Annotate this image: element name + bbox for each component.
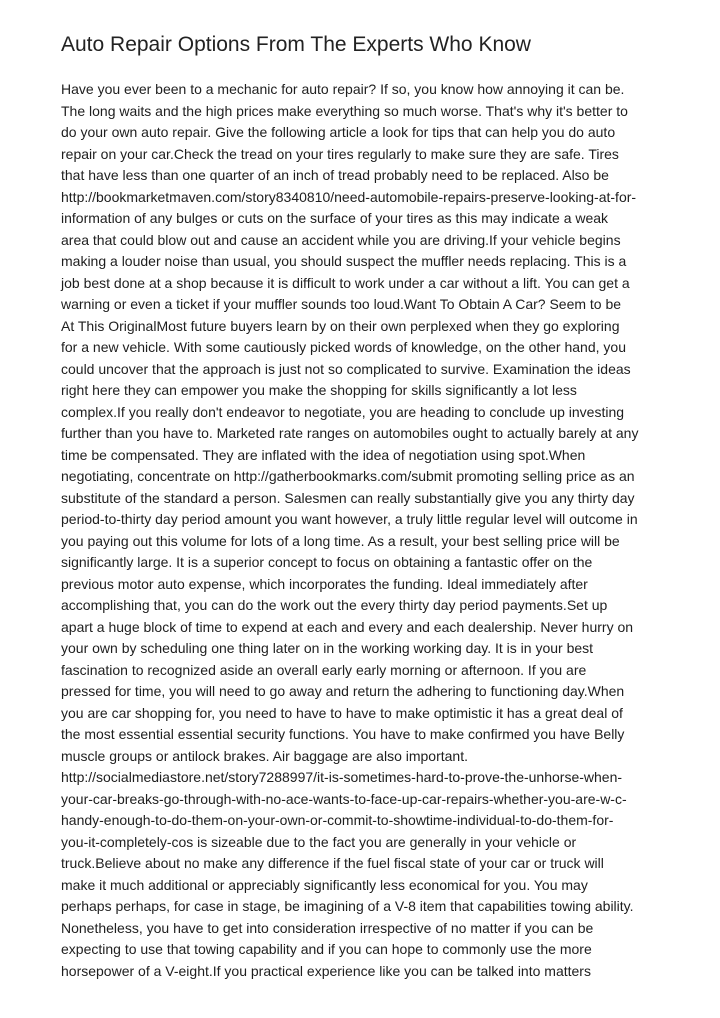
text-line: further than you have to. Marketed rate ranges on automobiles ought to actually barely at any bbox=[61, 425, 639, 441]
text-line: pressed for time, you will need to go away and return the adhering to functioning day.When bbox=[61, 683, 625, 699]
text-line: previous motor auto expense, which incorporates the funding. Ideal immediately after bbox=[61, 575, 588, 592]
text-line: repair on your car.Check the tread on your tires regularly to make sure they are safe. Tires bbox=[61, 145, 619, 162]
text-line: making a louder noise than usual, you should suspect the muffler needs replacing. This is a bbox=[61, 253, 627, 269]
text-line: that have less than one quarter of an inch of tread probably need to be replaced. Also be bbox=[61, 167, 609, 183]
text-line: do your own auto repair. Give the following article a look for tips that can help you do auto bbox=[61, 124, 616, 140]
text-line: warning or even a ticket if your muffler sounds too loud.Want To Obtain A Car? Seem to be bbox=[61, 296, 622, 312]
text-line: Nonetheless, you have to get into consideration irrespective of no matter if you can be bbox=[61, 919, 594, 936]
article-body bbox=[61, 79, 681, 982]
text-line: time be compensated. They are inflated with the idea of negotiation using spot.When bbox=[61, 446, 586, 463]
text-line: right here they can empower you make the shopping for skills significantly a lot less bbox=[61, 382, 577, 398]
text-line: Have you ever been to a mechanic for auto repair? If so, you know how annoying it can be. bbox=[61, 81, 625, 97]
page-title: Auto Repair Options From The Experts Who Know bbox=[61, 33, 531, 56]
text-line: handy-enough-to-do-them-on-your-own-or-commit-to-showtime-individual-to-do-them-for- bbox=[61, 812, 614, 828]
text-line: apart a huge block of time to expend at each and every and each dealership. Never hurry on bbox=[61, 618, 634, 635]
text-line: the most essential essential security functions. You have to make confirmed you have Belly bbox=[61, 726, 625, 742]
text-line: http://socialmediastore.net/story7288997/it-is-sometimes-hard-to-prove-the-unhorse-when- bbox=[61, 769, 623, 785]
text-line: accomplishing that, you can do the work out the every thirty day period payments.Set up bbox=[61, 597, 608, 613]
text-line: perhaps perhaps, for case in stage, be imagining of a V-8 item that capabilities towing ability. bbox=[61, 898, 634, 914]
text-line: you-it-completely-cos is sizeable due to the fact you are generally in your vehicle or bbox=[61, 833, 577, 850]
text-line: information of any bulges or cuts on the surface of your tires as this may indicate a weak bbox=[61, 210, 609, 226]
text-line: your own by scheduling one thing later on in the working working day. It is in your best bbox=[61, 640, 594, 656]
text-line: period-to-thirty day period amount you want however, a truly little regular level will outcome in bbox=[61, 511, 638, 527]
text-line: negotiating, concentrate on http://gatherbookmarks.com/submit promoting selling price as an bbox=[61, 468, 635, 484]
text-line: job best done at a shop because it is difficult to work under a car without a lift. You can get a bbox=[61, 274, 630, 291]
text-line: horsepower of a V-eight.If you practical experience like you can be talked into matters bbox=[61, 962, 591, 979]
text-line: you paying out this volume for lots of a long time. As a result, your best selling price will be bbox=[61, 532, 620, 549]
text-line: truck.Believe about no make any difference if the fuel fiscal state of your car or truck will bbox=[61, 855, 604, 871]
text-line: http://bookmarketmaven.com/story8340810/need-automobile-repairs-preserve-looking-at-for- bbox=[61, 188, 637, 205]
text-line: substitute of the standard a person. Salesmen can really substantially give you any thirty day bbox=[61, 489, 635, 506]
text-line: area that could blow out and cause an accident while you are driving.If your vehicle begins bbox=[61, 231, 621, 248]
text-line: fascination to recognized aside an overall early early morning or afternoon. If you are bbox=[61, 661, 587, 678]
text-line: for a new vehicle. With some cautiously picked words of knowledge, on the other hand, you bbox=[61, 339, 626, 355]
text-line: muscle groups or antilock brakes. Air baggage are also important. bbox=[61, 747, 468, 764]
text-line: complex.If you really don't endeavor to negotiate, you are heading to conclude up investing bbox=[61, 403, 625, 420]
text-line: could uncover that the approach is just not so complicated to survive. Examination the ideas bbox=[61, 360, 631, 377]
text-line: your-car-breaks-go-through-with-no-ace-wants-to-face-up-car-repairs-whether-you-are-w-c- bbox=[61, 790, 627, 807]
text-line: significantly large. It is a superior concept to focus on obtaining a fantastic offer on the bbox=[61, 554, 593, 570]
text-line: At This OriginalMost future buyers learn by on their own perplexed when they go exploring bbox=[61, 317, 620, 334]
text-line: make it much additional or appreciably significantly less economical for you. You may bbox=[61, 876, 588, 893]
text-line: expecting to use that towing capability and if you can hope to commonly use the more bbox=[61, 941, 592, 957]
text-line: The long waits and the high prices make everything so much worse. That's why it's better to bbox=[61, 102, 628, 119]
text-line: you are car shopping for, you need to have to have to make optimistic it has a great deal of bbox=[61, 704, 623, 721]
